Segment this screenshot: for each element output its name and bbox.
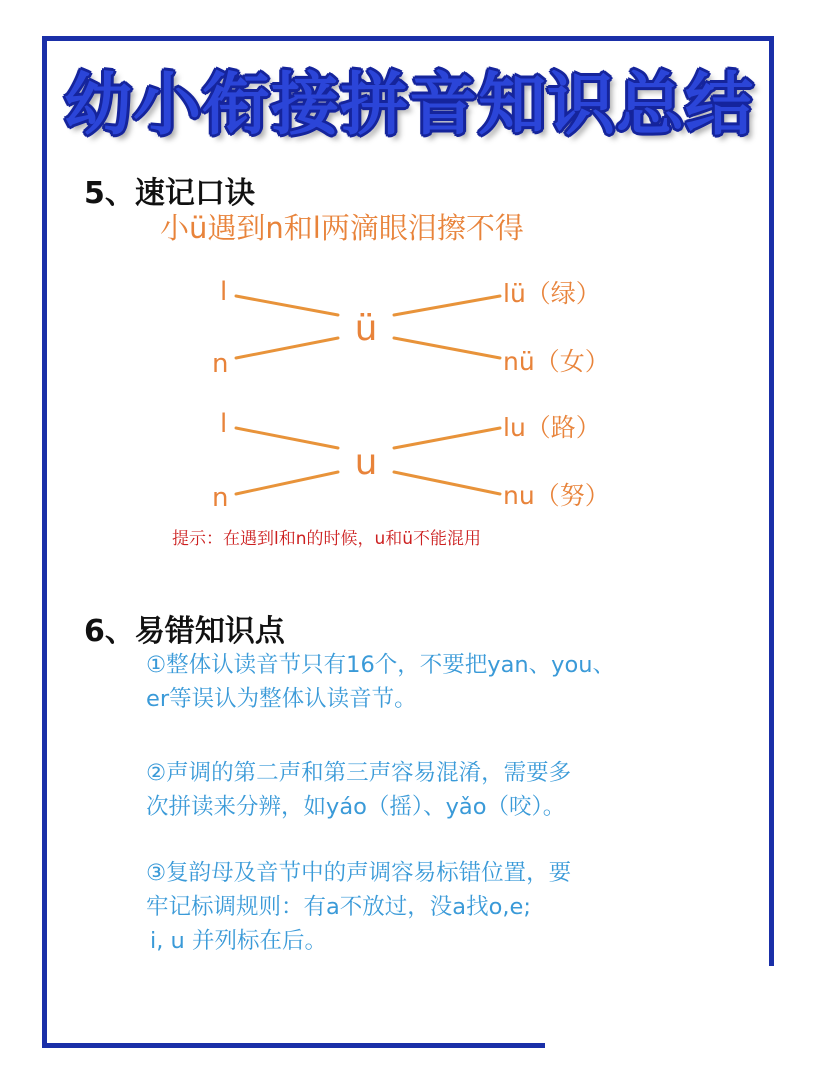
point-2-line-1: ②声调的第二声和第三声容易混淆，需要多 [146, 760, 572, 786]
connector-line [394, 338, 500, 358]
syllable-nu: nu（努） [503, 481, 610, 510]
frame-gap-right [766, 966, 782, 1056]
section-6-heading: 6、易错知识点 [84, 614, 285, 649]
frame-gap-bottom [545, 1040, 785, 1054]
left-letter-l: l [220, 277, 228, 307]
connector-line [236, 296, 338, 315]
point-3-line-2: 牢记标调规则：有a不放过，没a找o,e; [146, 894, 531, 920]
connector-line [236, 428, 338, 448]
tip-text: 提示：在遇到l和n的时候，u和ü不能混用 [172, 529, 482, 549]
point-3-line-1: ③复韵母及音节中的声调容易标错位置，要 [146, 860, 572, 886]
point-1-line-1: ①整体认读音节只有16个，不要把yan、you、 [146, 652, 616, 678]
point-1 [146, 648, 615, 716]
section-5-heading: 5、速记口诀 [84, 176, 255, 211]
syllable-nu-umlaut: nü（女） [503, 347, 610, 376]
connector-line [236, 338, 338, 358]
left-letter-n: n [212, 349, 229, 379]
left-letter-l: l [220, 409, 228, 439]
connector-line [236, 472, 338, 494]
point-2 [146, 756, 571, 824]
connector-line [394, 296, 500, 315]
point-3 [146, 856, 571, 958]
connector-line [394, 472, 500, 494]
point-1-line-2: er等误认为整体认读音节。 [146, 686, 417, 712]
syllable-lu-umlaut: lü（绿） [503, 279, 601, 308]
page-title: 幼小衔接拼音知识总结 [63, 66, 754, 145]
center-letter-u: u [354, 442, 378, 483]
point-2-line-2: 次拼读来分辨，如yáo（摇）、yǎo（咬）。 [146, 794, 566, 820]
connector-line [394, 428, 500, 448]
center-letter-u-umlaut: ü [354, 308, 378, 349]
point-3-line-3: i, u 并列标在后。 [150, 928, 327, 954]
mnemonic-text: 小ü遇到n和l两滴眼泪擦不得 [160, 211, 524, 245]
left-letter-n: n [212, 483, 229, 513]
syllable-lu: lu（路） [503, 413, 601, 442]
